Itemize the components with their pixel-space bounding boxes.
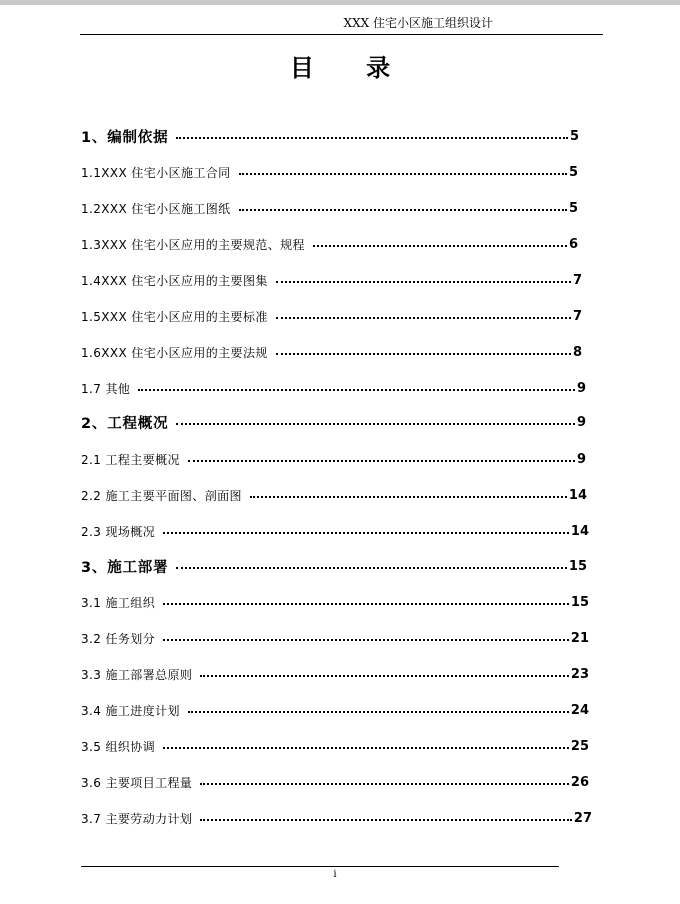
toc-dot-leader bbox=[176, 423, 575, 425]
toc-entry[interactable] bbox=[81, 343, 582, 361]
toc-entry[interactable] bbox=[81, 557, 587, 575]
toc-entry[interactable] bbox=[81, 163, 578, 181]
toc-dot-leader bbox=[200, 675, 569, 677]
toc-entry[interactable] bbox=[81, 665, 589, 683]
toc-entry-label: 3.3 施工部署总原则 bbox=[81, 667, 193, 682]
toc-entry[interactable] bbox=[81, 127, 579, 145]
toc-entry-page: 14 bbox=[570, 523, 589, 539]
toc-entry-label: 1.6XXX 住宅小区应用的主要法规 bbox=[81, 345, 268, 360]
toc-entry[interactable] bbox=[81, 486, 587, 504]
toc-entry[interactable] bbox=[81, 199, 578, 217]
toc-entry[interactable] bbox=[81, 522, 589, 540]
toc-dot-leader bbox=[239, 173, 567, 175]
toc-dot-leader bbox=[176, 567, 567, 569]
toc-entry-label: 2.1 工程主要概况 bbox=[81, 452, 180, 467]
toc-entry-label: 3、施工部署 bbox=[81, 559, 169, 576]
toc-entry[interactable] bbox=[81, 593, 589, 611]
toc-entry-label: 1、编制依据 bbox=[81, 129, 169, 146]
toc-entry[interactable] bbox=[81, 737, 589, 755]
toc-entry-page: 5 bbox=[568, 164, 578, 180]
toc-entry-label: 1.2XXX 住宅小区施工图纸 bbox=[81, 201, 231, 216]
toc-entry-page: 7 bbox=[572, 272, 582, 288]
toc-entry-page: 15 bbox=[570, 594, 589, 610]
toc-entry-label: 2、工程概况 bbox=[81, 415, 169, 432]
toc-entry-label: 1.1XXX 住宅小区施工合同 bbox=[81, 165, 231, 180]
toc-entry-page: 21 bbox=[570, 630, 589, 646]
toc-entry-label: 3.5 组织协调 bbox=[81, 739, 156, 754]
toc-entry-page: 5 bbox=[568, 200, 578, 216]
toc-dot-leader bbox=[163, 639, 569, 641]
toc-dot-leader bbox=[250, 496, 567, 498]
toc-entry-page: 27 bbox=[573, 810, 592, 826]
toc-entry-page: 6 bbox=[568, 236, 578, 252]
toc-entry-label: 3.2 任务划分 bbox=[81, 631, 156, 646]
toc-title: 目 录 bbox=[289, 54, 413, 82]
toc-entry[interactable] bbox=[81, 235, 578, 253]
toc-entry-page: 26 bbox=[570, 774, 589, 790]
toc-entry-label: 3.6 主要项目工程量 bbox=[81, 775, 193, 790]
footer-rule bbox=[81, 866, 559, 867]
toc-dot-leader bbox=[276, 353, 571, 355]
footer-page-number: i bbox=[333, 869, 337, 880]
page-top-band bbox=[0, 0, 680, 5]
toc-entry-label: 1.4XXX 住宅小区应用的主要图集 bbox=[81, 273, 268, 288]
toc-entry-page: 9 bbox=[576, 380, 586, 396]
toc-entry-page: 23 bbox=[570, 666, 589, 682]
toc-entry-page: 24 bbox=[570, 702, 589, 718]
toc-entry-label: 3.1 施工组织 bbox=[81, 595, 156, 610]
toc-dot-leader bbox=[176, 137, 568, 139]
toc-entry-page: 9 bbox=[576, 451, 586, 467]
toc-entry-page: 9 bbox=[576, 414, 586, 430]
toc-entry[interactable] bbox=[81, 413, 586, 431]
toc-dot-leader bbox=[188, 711, 569, 713]
toc-entry-label: 2.2 施工主要平面图、剖面图 bbox=[81, 488, 242, 503]
toc-entry[interactable] bbox=[81, 809, 592, 827]
toc-dot-leader bbox=[163, 603, 569, 605]
toc-entry[interactable] bbox=[81, 701, 589, 719]
toc-dot-leader bbox=[276, 281, 571, 283]
toc-dot-leader bbox=[239, 209, 567, 211]
toc-dot-leader bbox=[200, 819, 572, 821]
toc-dot-leader bbox=[163, 532, 569, 534]
toc-entry-label: 1.3XXX 住宅小区应用的主要规范、规程 bbox=[81, 237, 305, 252]
toc-entry-page: 8 bbox=[572, 344, 582, 360]
toc-entry-label: 3.4 施工进度计划 bbox=[81, 703, 180, 718]
toc-entry[interactable] bbox=[81, 450, 586, 468]
toc-entry-page: 5 bbox=[569, 128, 579, 144]
toc-entry-label: 1.7 其他 bbox=[81, 381, 131, 396]
toc-dot-leader bbox=[276, 317, 571, 319]
toc-entry-page: 14 bbox=[568, 487, 587, 503]
toc-entry[interactable] bbox=[81, 307, 582, 325]
toc-entry-label: 3.7 主要劳动力计划 bbox=[81, 811, 193, 826]
toc-entry[interactable] bbox=[81, 379, 586, 397]
toc-entry[interactable] bbox=[81, 629, 589, 647]
toc-entry-page: 25 bbox=[570, 738, 589, 754]
toc-entry-label: 1.5XXX 住宅小区应用的主要标准 bbox=[81, 309, 268, 324]
toc-dot-leader bbox=[188, 460, 575, 462]
toc-entry-page: 7 bbox=[572, 308, 582, 324]
toc-dot-leader bbox=[200, 783, 569, 785]
toc-dot-leader bbox=[163, 747, 569, 749]
page-header bbox=[80, 14, 603, 35]
toc-entry-label: 2.3 现场概况 bbox=[81, 524, 156, 539]
toc-entry[interactable] bbox=[81, 271, 582, 289]
toc-dot-leader bbox=[313, 245, 567, 247]
toc-dot-leader bbox=[138, 389, 575, 391]
toc-entry[interactable] bbox=[81, 773, 589, 791]
header-title: XXX 住宅小区施工组织设计 bbox=[343, 16, 493, 30]
toc-entry-page: 15 bbox=[568, 558, 587, 574]
